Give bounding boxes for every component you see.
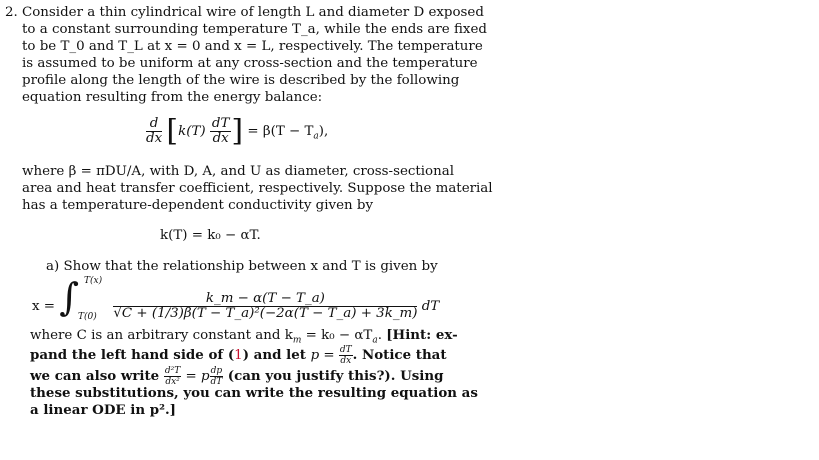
equation-reference-link[interactable]: 1 [234, 348, 243, 363]
hint-line-5: a linear ODE in p².] [30, 402, 177, 418]
d-dx-fraction: $\frac{d}{dx}$ [146, 116, 163, 146]
where-line: where β = πDU/A, with D, A, and U as diameter, cross-sectional [22, 164, 454, 179]
intro-line: is assumed to be uniform at any cross-section and the temperature [22, 56, 478, 71]
hint-line-1: where C is an arbitrary constant and $k_m = k_0 - \alpha T_a$. [Hint: ex- [30, 327, 458, 346]
where-line: has a temperature-dependent conductivity given by [22, 198, 374, 213]
left-bracket: [ [166, 113, 179, 149]
hint-line-3: we can also write $\frac{\text{d²T}}{\text{dx²}}$ = p $\frac{dp}{dT}$ (can you justify this?). Using [30, 366, 444, 387]
right-bracket: ] [231, 113, 244, 149]
intro-line: equation resulting from the energy balance: [22, 90, 323, 105]
equation-3: x = ∫ T(x) T(0) $\frac{k\_m - \alpha(T - T\_a)}{\text{√C + (1/3)β(T − T\_a)²(−2α(T − T\_a) + 3k\_m)}}$ dT [32, 275, 440, 322]
dT-dx-fraction: $\frac{dT}{dx}$ [211, 116, 230, 146]
intro-line: to a constant surrounding temperature T_a, while the ends are fixed [22, 22, 487, 37]
equation-1: $\frac{d}{dx}$ [k(T) $\frac{dT}{dx}$ ] = $\beta(T - T_a)$, [146, 113, 329, 149]
integral-lower-limit: T(0) [78, 312, 97, 322]
intro-line: to be T_0 and T_L at x = 0 and x = L, respectively. The temperature [22, 39, 483, 54]
problem-number: 2. [5, 5, 18, 20]
integral-sign: ∫ [59, 275, 80, 319]
integral-upper-limit: T(x) [84, 276, 103, 286]
where-line: area and heat transfer coefficient, respectively. Suppose the material [22, 181, 493, 196]
part-a-text: a) Show that the relationship between x and T is given by [46, 259, 438, 274]
intro-line: profile along the length of the wire is described by the following [22, 73, 460, 88]
intro-line: Consider a thin cylindrical wire of length L and diameter D exposed [22, 5, 484, 20]
hint-line-2: pand the left hand side of (1) and let p = $\frac{dT}{dx}$ . Notice that [30, 345, 447, 366]
hint-line-4: these substitutions, you can write the resulting equation as [30, 385, 478, 401]
integrand-fraction: $\frac{k\_m - \alpha(T - T\_a)}{\text{√C + (1/3)β(T − T\_a)²(−2α(T − T\_a) + 3k\_m)}}$ [113, 291, 418, 321]
equation-2: k(T) = k₀ − αT. [160, 228, 261, 243]
